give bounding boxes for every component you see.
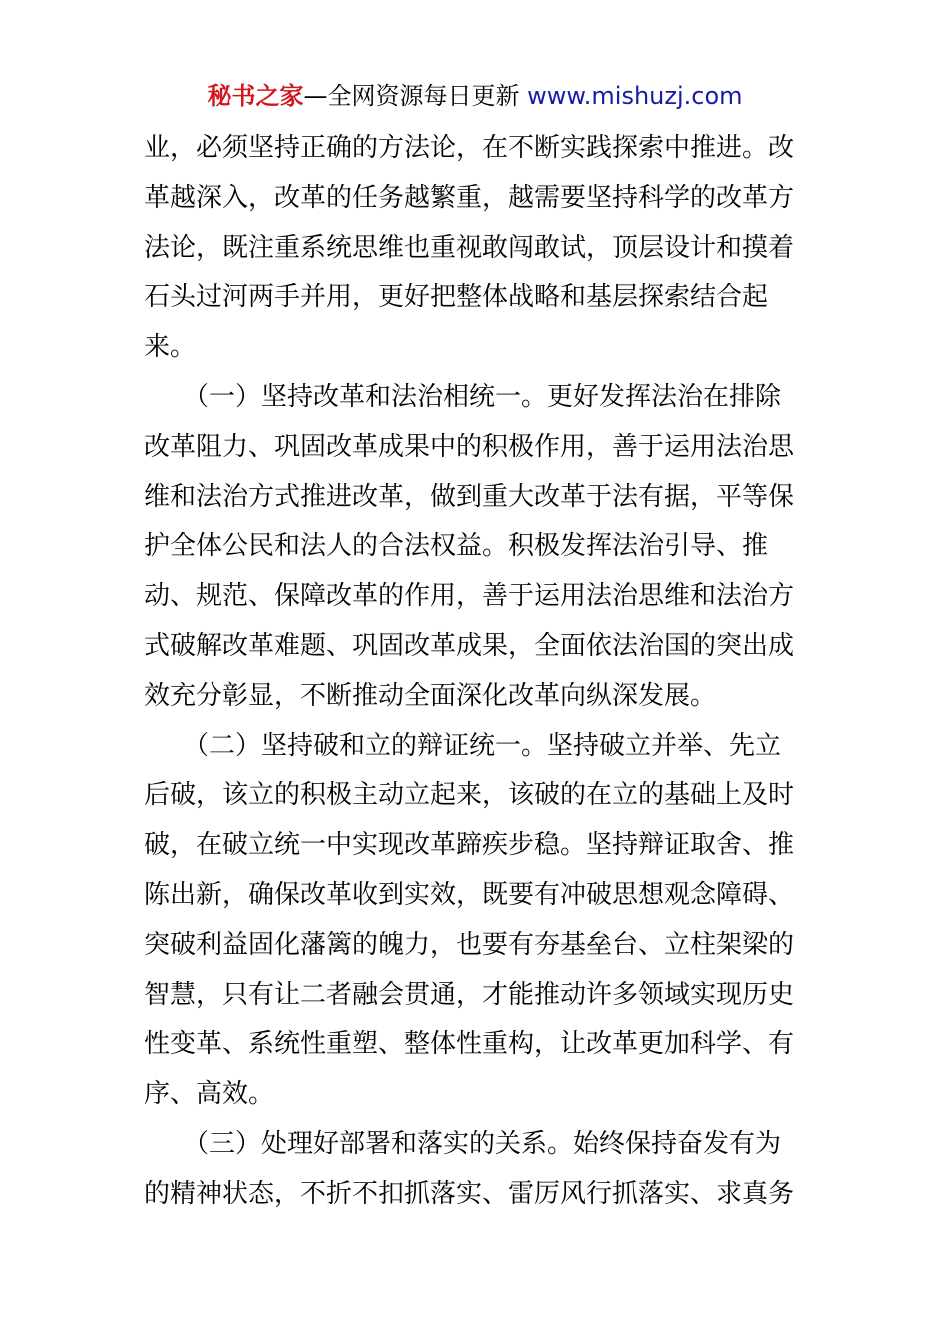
text-line: 效充分彰显，不断推动全面深化改革向纵深发展。 [144,680,717,711]
text-line: （三）处理好部署和落实的关系。始终保持奋发有为 [144,1128,782,1159]
text-line: 式破解改革难题、巩固改革成果，全面依法治国的突出成 [144,630,795,661]
text-line: 智慧，只有让二者融会贯通，才能推动许多领域实现历史 [144,979,795,1010]
text-line: 性变革、系统性重塑、整体性重构，让改革更加科学、有 [144,1029,795,1060]
text-line: 序、高效。 [144,1079,275,1110]
text-line: 护全体公民和法人的合法权益。积极发挥法治引导、推 [144,531,769,562]
text-line: 革越深入，改革的任务越繁重，越需要坚持科学的改革方 [144,182,795,213]
text-line: （二）坚持破和立的辩证统一。坚持破立并举、先立 [144,730,782,761]
document-body [144,124,808,1220]
text-line: 法论，既注重系统思维也重视敢闯敢试，顶层设计和摸着 [144,232,795,263]
text-line: 突破利益固化藩篱的魄力，也要有夯基垒台、立柱架梁的 [144,929,795,960]
text-line: 破，在破立统一中实现改革蹄疾步稳。坚持辩证取舍、推 [144,830,795,861]
site-url-link[interactable]: www.mishuzj.com [527,82,743,110]
text-line: 的精神状态，不折不扣抓落实、雷厉风行抓落实、求真务 [144,1178,795,1209]
text-line: 来。 [144,332,197,363]
text-line: （一）坚持改革和法治相统一。更好发挥法治在排除 [144,381,782,412]
text-line: 动、规范、保障改革的作用，善于运用法治思维和法治方 [144,581,795,612]
text-line: 石头过河两手并用，更好把整体战略和基层探索结合起 [144,282,769,313]
text-line: 陈出新，确保改革收到实效，既要有冲破思想观念障碍、 [144,879,795,910]
site-header [0,78,950,114]
text-line: 维和法治方式推进改革，做到重大改革于法有据，平等保 [144,481,795,512]
text-line: 后破，该立的积极主动立起来，该破的在立的基础上及时 [144,780,795,811]
site-tagline: —全网资源每日更新 [303,82,528,110]
text-line: 业，必须坚持正确的方法论，在不断实践探索中推进。改 [144,133,795,163]
text-line: 改革阻力、巩固改革成果中的积极作用，善于运用法治思 [144,431,795,462]
site-brand: 秘书之家 [207,82,304,110]
